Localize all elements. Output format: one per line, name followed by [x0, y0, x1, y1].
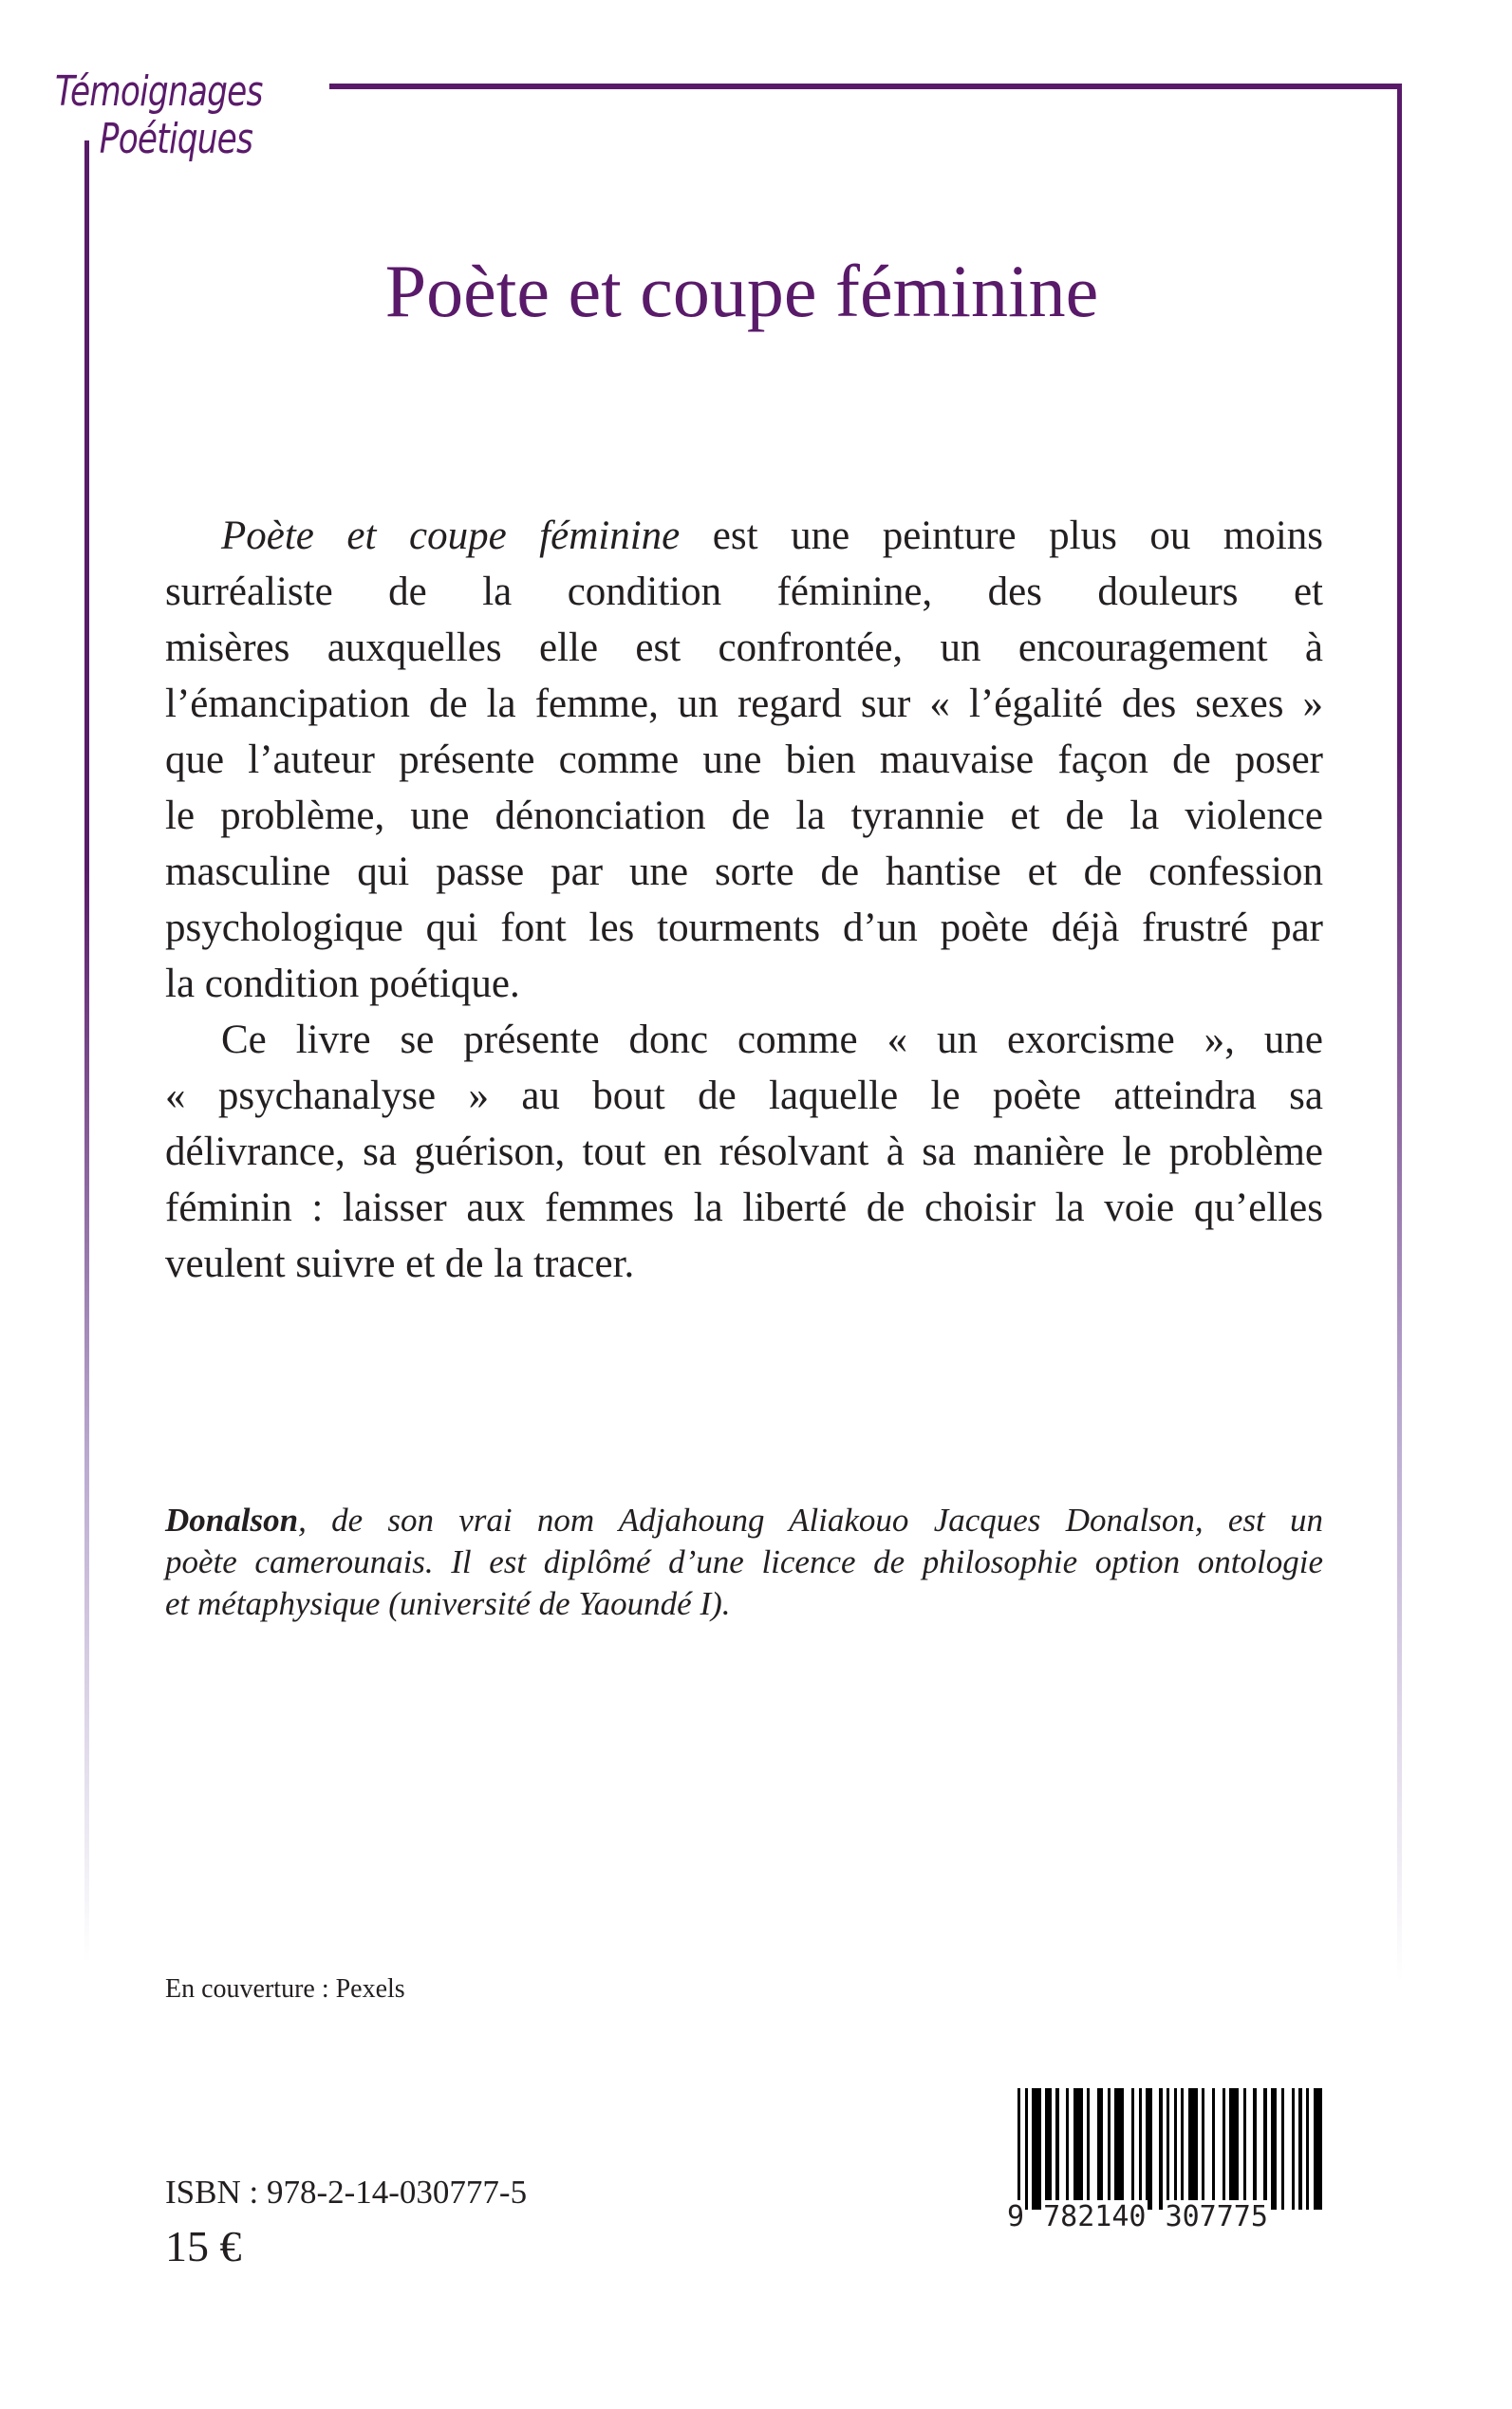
blurb-paragraph-1 [165, 508, 1323, 1012]
barcode-bar [1181, 2088, 1184, 2210]
series-logo-line1: Témoignages [55, 67, 263, 116]
barcode-bar [1174, 2088, 1177, 2210]
barcode-bar [1188, 2088, 1198, 2210]
barcode-bar [1306, 2088, 1309, 2210]
barcode-bar [1087, 2088, 1090, 2210]
blurb-line: délivrance, sa guérison, tout en résolvant à sa manière le problème [165, 1130, 1323, 1174]
frame-right-rule [1397, 84, 1402, 1982]
barcode-bar [1202, 2088, 1204, 2210]
barcode-bar [1212, 2088, 1215, 2210]
barcode-bar [1223, 2088, 1225, 2210]
blurb-line: veulent suivre et de la tracer. [165, 1242, 635, 1286]
isbn: ISBN : 978-2-14-030777-5 [165, 2174, 528, 2211]
blurb-line: masculine qui passe par une sorte de hantise et de confession [165, 850, 1323, 894]
barcode-bar [1292, 2088, 1295, 2210]
blurb-paragraph-2 [165, 1012, 1323, 1292]
author-name: Donalson [165, 1502, 299, 1539]
barcode-bars [1017, 2088, 1312, 2210]
series-logo-line2: Poétiques [99, 115, 253, 163]
barcode-bar [1114, 2088, 1124, 2210]
barcode-bar [1017, 2088, 1020, 2210]
barcode-bar [1229, 2088, 1239, 2210]
barcode-bar [1097, 2088, 1104, 2210]
barcode-digits-right: 307775 [1165, 2200, 1268, 2233]
bio-text: , de son vrai nom Adjahoung Aliakouo Jacques Donalson, est un [298, 1502, 1323, 1539]
barcode-bar [1271, 2088, 1278, 2210]
price: 15 € [165, 2222, 242, 2270]
blurb-line: « psychanalyse » au bout de laquelle le poète atteindra sa [165, 1074, 1323, 1118]
title-italic: Poète et coupe féminine [221, 514, 681, 558]
bio-line [165, 1500, 1323, 1541]
bio-line: et métaphysique (université de Yaoundé I). [165, 1585, 731, 1622]
barcode-digits-left: 782140 [1043, 2200, 1147, 2233]
barcode-bar [1253, 2088, 1256, 2210]
barcode-bar [1281, 2088, 1284, 2210]
barcode-bar [1108, 2088, 1111, 2210]
blurb-line: la condition poétique. [165, 962, 520, 1006]
barcode-bar [1032, 2088, 1041, 2210]
barcode-bar [1139, 2088, 1142, 2210]
barcode-bar [1314, 2088, 1323, 2210]
cover-credit: En couverture : Pexels [165, 1974, 405, 2004]
book-title: Poète et coupe féminine [384, 250, 1099, 332]
blurb-line: surréaliste de la condition féminine, des douleurs et [165, 570, 1323, 614]
barcode-bar [1045, 2088, 1052, 2210]
barcode-digits [1006, 2200, 1269, 2233]
barcode-bar [1243, 2088, 1246, 2210]
blurb-line: psychologique qui font les tourments d’un poète déjà frustré par [165, 906, 1323, 950]
blurb-line: misères auxquelles elle est confrontée, un encouragement à [165, 626, 1323, 670]
barcode-bar [1146, 2088, 1152, 2210]
barcode-bar [1025, 2088, 1028, 2210]
barcode-bar [1073, 2088, 1083, 2210]
blurb-line: que l’auteur présente comme une bien mauvaise façon de poser [165, 738, 1323, 782]
barcode-bar [1263, 2088, 1266, 2210]
barcode [1006, 2088, 1319, 2240]
frame-left-rule [84, 140, 89, 1963]
blurb-text: est une peinture plus ou moins [680, 514, 1324, 558]
barcode-bar [1167, 2088, 1169, 2210]
blurb-line: Ce livre se présente donc comme « un exorcisme », une [221, 1018, 1323, 1062]
blurb-line: l’émancipation de la femme, un regard sur « l’égalité des sexes » [165, 682, 1323, 726]
blurb-line: le problème, une dénonciation de la tyrannie et de la violence [165, 794, 1323, 838]
barcode-digit-first: 9 [1007, 2200, 1025, 2233]
blurb-line [165, 508, 1323, 564]
barcode-bar [1159, 2088, 1162, 2210]
blurb-line: féminin : laisser aux femmes la liberté de choisir la voie qu’elles [165, 1186, 1323, 1230]
barcode-bar [1298, 2088, 1301, 2210]
barcode-bar [1055, 2088, 1058, 2210]
bio-line: poète camerounais. Il est diplômé d’une licence de philosophie option ontologie [165, 1543, 1323, 1580]
author-bio [165, 1500, 1323, 1625]
blurb [165, 508, 1323, 1292]
barcode-bar [1066, 2088, 1069, 2210]
series-logo [55, 68, 263, 163]
barcode-bar [1131, 2088, 1134, 2210]
frame-top-rule [329, 84, 1402, 89]
